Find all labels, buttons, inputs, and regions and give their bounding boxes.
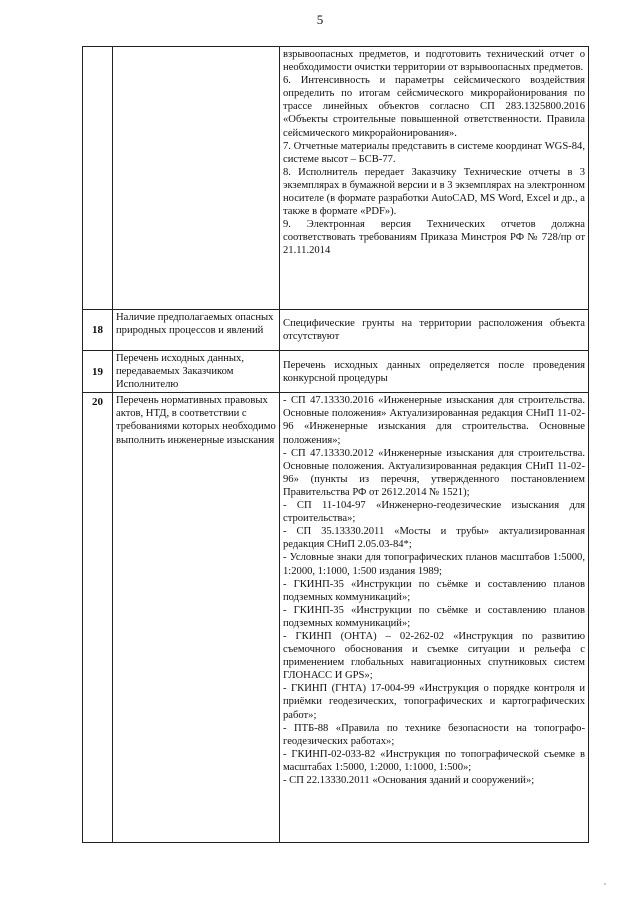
description-paragraph: 6. Интенсивность и параметры сейсмического воздействия определить по итогам сейсмического микрорайонирования по трассе линейных объектов согласно СП 283.1325800.2016 «Объекты строительные повышенной ответственности. Правила сейсмического микрорайонирования». xyxy=(283,75,585,139)
description-paragraph: Специфические грунты на территории расположения объекта отсутствуют xyxy=(283,317,585,342)
description-paragraph: взрывоопасных предметов, и подготовить технический отчет о необходимости очистки территории от взрывоопасных предметов. xyxy=(283,49,585,74)
row-number: 19 xyxy=(83,351,113,393)
row-name: Перечень исходных данных, передаваемых Заказчиком Исполнителю xyxy=(113,351,280,393)
description-paragraph: - СП 11-104-97 «Инженерно-геодезические изыскания для строительства»; xyxy=(283,500,585,525)
description-paragraph: - СП 47.13330.2012 «Инженерные изыскания для строительства. Основные положения. Актуализированная редакция СНиП 11-02-96» (пункты из перечня, утвержденного постановлением Правительства РФ от 2612.2014 № 1521); xyxy=(283,447,585,498)
row-number xyxy=(83,47,113,310)
row-number: 20 xyxy=(83,393,113,843)
row-description xyxy=(280,47,589,310)
row-description xyxy=(280,351,589,393)
description-paragraph: 7. Отчетные материалы представить в системе координат WGS-84, системе высот – БСВ-77. xyxy=(283,140,585,165)
description-paragraph: 9. Электронная версия Технических отчетов должна соответствовать требованиям Приказа Минстроя РФ № 728/пр от 21.11.2014 xyxy=(283,219,585,257)
description-paragraph: - СП 47.13330.2016 «Инженерные изыскания для строительства. Основные положения» Актуализированная редакция СНиП 11-02-96 «Инженерные изыскания для строительства. Основные положения»; xyxy=(283,395,585,446)
row-number: 18 xyxy=(83,310,113,351)
description-paragraph: Перечень исходных данных определяется после проведения конкурсной процедуры xyxy=(283,359,585,384)
description-paragraph: - СП 22.13330.2011 «Основания зданий и сооружений»; xyxy=(283,775,535,786)
row-description xyxy=(280,310,589,351)
scan-dot xyxy=(604,883,606,885)
table-row xyxy=(83,47,589,310)
description-paragraph: - Условные знаки для топографических планов масштабов 1:5000, 1:2000, 1:1000, 1:500 издания 1989; xyxy=(283,552,585,577)
description-paragraph: - ГКИНП (ОНТА) – 02-262-02 «Инструкция по развитию съемочного обоснования и съемке ситуации и рельефа с применением глобальных навигационных спутниковых систем ГЛОНАСС И GPS»; xyxy=(283,630,585,682)
description-paragraph: - ГКИНП-02-033-82 «Инструкция по топографической съемке в масштабах 1:5000, 1:2000, 1:1000, 1:500»; xyxy=(283,748,585,773)
description-paragraph: - ГКИНП-35 «Инструкции по съёмке и составлению планов подземных коммуникаций»; xyxy=(283,604,585,629)
description-paragraph: - ГКИНП-35 «Инструкции по съёмке и составлению планов подземных коммуникаций»; xyxy=(283,578,585,603)
description-paragraph: - ПТБ-88 «Правила по технике безопасности на топографо-геодезических работах»; xyxy=(283,722,585,747)
row-name: Наличие предполагаемых опасных природных процессов и явлений xyxy=(113,310,280,351)
description-paragraph: - ГКИНП (ГНТА) 17-004-99 «Инструкция о порядке контроля и приёмки геодезических, топографических и картографических работ»; xyxy=(283,683,585,721)
requirements-table xyxy=(82,46,589,843)
page-number: 5 xyxy=(316,12,324,27)
description-paragraph: 8. Исполнитель передает Заказчику Технические отчеты в 3 экземплярах в бумажной версии и в 3 экземплярах на электронном носителе (в формате разработки AutoCAD, MS Word, Excel и др., а также в формате «PDF»). xyxy=(283,166,585,218)
table-row xyxy=(83,393,589,843)
row-description xyxy=(280,393,589,843)
table-row xyxy=(83,351,589,393)
table-row xyxy=(83,310,589,351)
row-name xyxy=(113,47,280,310)
description-paragraph: - СП 35.13330.2011 «Мосты и трубы» актуализированная редакция СНиП 2.05.03-84*; xyxy=(283,526,585,551)
row-name: Перечень нормативных правовых актов, НТД, в соответствии с требованиями которых необходимо выполнить инженерные изыскания xyxy=(113,393,280,843)
